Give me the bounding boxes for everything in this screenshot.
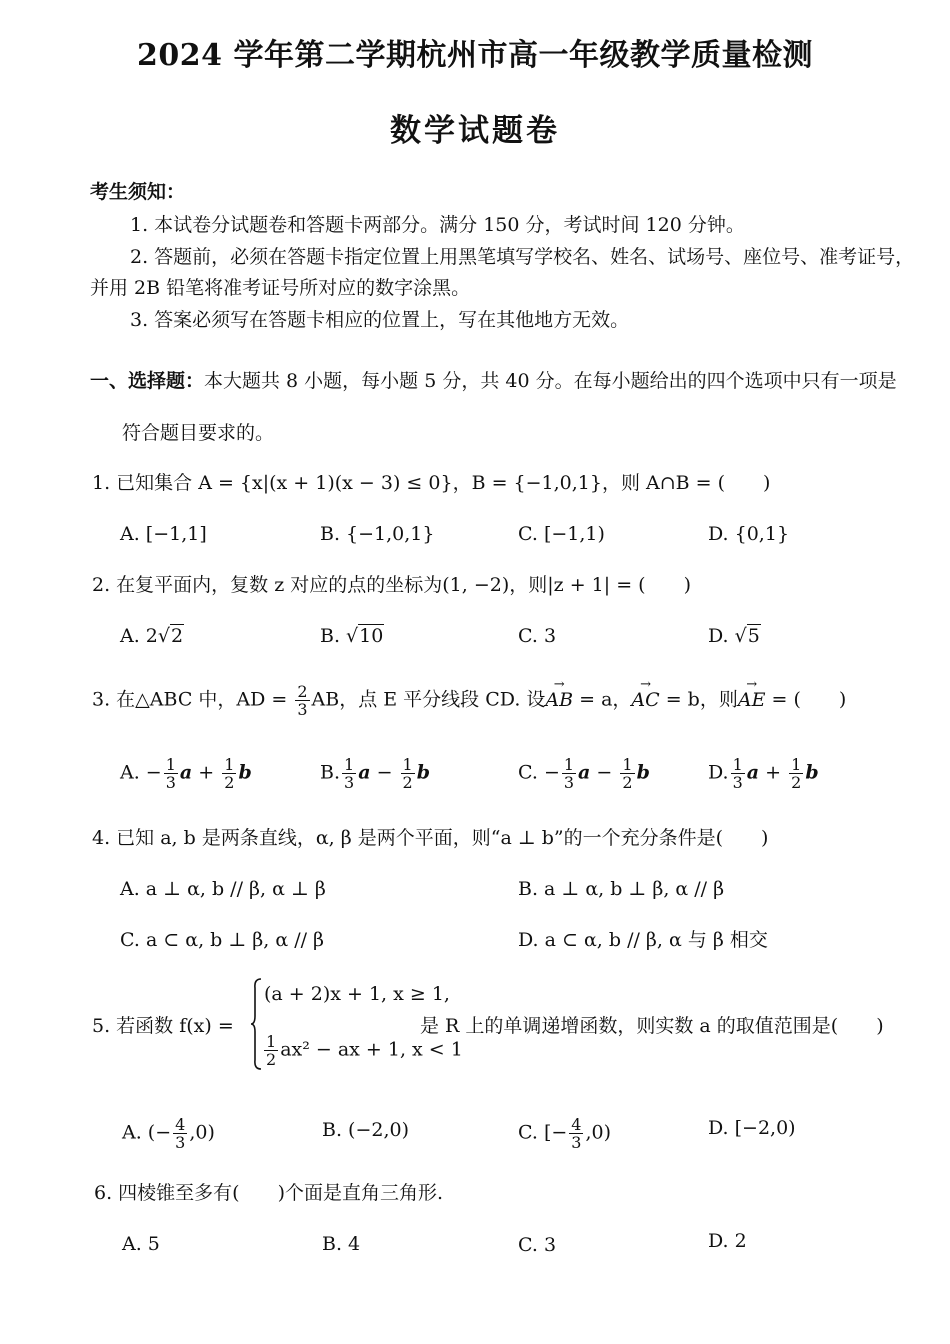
q5-c-pre: C. [− — [518, 1121, 568, 1144]
q1-option-b: B. {−1,0,1} — [320, 523, 435, 545]
q3-d-frac2 — [789, 756, 803, 791]
notice-heading: 考生须知： — [90, 181, 186, 203]
vec-b: b — [805, 761, 819, 784]
q3-part-1: 3. 在△ABC 中，AD = — [92, 688, 288, 711]
q1-option-d: D. {0,1} — [708, 523, 790, 545]
q3-b-frac1 — [342, 756, 356, 791]
q3-option-c — [518, 756, 650, 791]
frac-num: 1 — [344, 755, 355, 774]
frac-num: 4 — [571, 1115, 582, 1134]
frac-num: 1 — [732, 755, 743, 774]
q2-d-label: D. — [708, 625, 735, 647]
q3-option-b — [320, 756, 430, 791]
q5-a-frac — [173, 1116, 187, 1151]
q3-d-frac1 — [731, 756, 745, 791]
op: + — [198, 761, 215, 784]
q3-option-d — [708, 756, 819, 791]
notice-line-2b: 并用 2B 铅笔将准考证号所对应的数字涂黑。 — [90, 277, 471, 299]
q5-option-d: D. [−2,0) — [708, 1117, 796, 1139]
q6-option-c: C. 3 — [518, 1234, 557, 1256]
frac-num: 1 — [224, 755, 235, 774]
section-heading — [90, 369, 897, 393]
vec-a: a — [578, 761, 591, 784]
q5-brace — [250, 978, 262, 1070]
q3-a-frac2 — [222, 756, 236, 791]
exam-title: 2024 学年第二学期杭州市高一年级教学质量检测 — [137, 38, 813, 73]
vec-a: a — [746, 761, 760, 784]
q5-case-2 — [262, 1033, 463, 1068]
q3-b-label: B. — [320, 761, 341, 784]
frac-num: 1 — [402, 755, 413, 774]
q3-option-a — [120, 756, 252, 791]
q2-a-radicand: 2 — [171, 625, 184, 647]
q4-option-c: C. a ⊂ α, b ⊥ β, α // β — [120, 929, 325, 951]
q3-eq-2: = b，则 — [659, 688, 738, 711]
q4-option-a: A. a ⊥ α, b // β, α ⊥ β — [120, 878, 326, 900]
q5-a-post: ,0) — [189, 1121, 215, 1144]
q3-part-2: AB，点 E 平分线段 CD. 设 — [311, 688, 546, 711]
notice-line-3: 3. 答案必须写在答题卡相应的位置上，写在其他地方无效。 — [130, 309, 630, 331]
q6-option-b: B. 4 — [322, 1233, 361, 1255]
q5-option-a — [122, 1116, 215, 1151]
frac-den: 3 — [732, 773, 743, 792]
q1-option-a: A. [−1,1] — [120, 523, 207, 545]
section-title: 一、选择题： — [90, 370, 205, 392]
q5-tail: 是 R 上的单调递增函数，则实数 a 的取值范围是( ) — [420, 1015, 884, 1037]
exam-subtitle: 数学试题卷 — [390, 113, 560, 149]
q2-d-radicand: 5 — [747, 625, 760, 647]
q2-b-radicand: 10 — [359, 625, 384, 647]
q3-d-label: D. — [708, 761, 729, 784]
frac-den: 2 — [224, 773, 235, 792]
q3-eq-3: = ( ) — [765, 688, 847, 711]
frac-num: 1 — [622, 755, 633, 774]
frac-den: 3 — [571, 1133, 582, 1152]
q6-option-a: A. 5 — [122, 1233, 160, 1255]
q2-option-c: C. 3 — [518, 625, 557, 647]
q5-option-c — [518, 1116, 611, 1151]
q3-c-frac1 — [562, 756, 576, 791]
q3-a-frac1 — [164, 756, 178, 791]
frac-den: 3 — [175, 1133, 186, 1152]
q3-frac-den: 3 — [297, 700, 308, 719]
q2-option-d: D. √5 — [708, 625, 760, 647]
q2-a-coef: A. 2 — [120, 625, 158, 647]
q2-b-label: B. — [320, 625, 347, 647]
q5-c-post: ,0) — [585, 1121, 612, 1144]
q1-option-c: C. [−1,1) — [518, 523, 605, 545]
frac-den: 2 — [622, 773, 633, 792]
q3-c-label: C. − — [518, 761, 560, 784]
q3-b-frac2 — [401, 756, 415, 791]
op: − — [596, 761, 613, 784]
q3-fraction — [295, 683, 309, 718]
q4-stem: 4. 已知 a, b 是两条直线，α, β 是两个平面，则“a ⊥ b”的一个充分条件是( ) — [92, 827, 769, 849]
vec-a: a — [358, 761, 371, 784]
q3-vector-ac: → AC — [631, 688, 659, 712]
frac-num: 1 — [791, 755, 802, 774]
q6-option-d: D. 2 — [708, 1230, 747, 1252]
q3-stem — [92, 683, 846, 718]
q5-a-pre: A. (− — [122, 1121, 172, 1144]
q5-option-b: B. (−2,0) — [322, 1119, 410, 1141]
q2-option-a: A. 2√2 — [120, 625, 184, 647]
q3-vector-ae: → AE — [738, 688, 766, 712]
q5-c-frac — [569, 1116, 583, 1151]
section-desc-2: 符合题目要求的。 — [122, 422, 275, 444]
frac-num: 1 — [266, 1032, 277, 1051]
q3-a-label: A. − — [120, 761, 162, 784]
q2-option-b: B. √10 — [320, 625, 384, 647]
frac-den: 3 — [563, 773, 575, 792]
vec-a: a — [179, 761, 193, 784]
notice-line-1: 1. 本试卷分试题卷和答题卡两部分。满分 150 分，考试时间 120 分钟。 — [130, 214, 745, 236]
section-desc: 本大题共 8 小题，每小题 5 分，共 40 分。在每小题给出的四个选项中只有一项是 — [204, 370, 897, 392]
frac-num: 4 — [175, 1115, 186, 1134]
q5-case-1: (a + 2)x + 1, x ≥ 1, — [264, 983, 450, 1005]
frac-num: 1 — [563, 755, 575, 774]
frac-num: 1 — [165, 755, 176, 774]
notice-line-2: 2. 答题前，必须在答题卡指定位置上用黑笔填写学校名、姓名、试场号、座位号、准考证号， — [130, 246, 915, 268]
vec-b: b — [416, 761, 431, 784]
q5-case2-frac — [264, 1033, 278, 1068]
q3-eq-1: = a， — [573, 688, 632, 711]
frac-den: 3 — [165, 773, 176, 792]
q6-stem: 6. 四棱锥至多有( )个面是直角三角形. — [94, 1182, 444, 1204]
frac-den: 2 — [266, 1050, 277, 1069]
frac-den: 2 — [402, 773, 413, 792]
q1-stem: 1. 已知集合 A = {x|(x + 1)(x − 3) ≤ 0}，B = {−1,0,1}，则 A∩B = ( ) — [92, 472, 771, 494]
vec-b: b — [238, 761, 252, 784]
q4-option-b: B. a ⊥ α, b ⊥ β, α // β — [518, 878, 725, 900]
q2-stem: 2. 在复平面内，复数 z 对应的点的坐标为(1, −2)，则|z + 1| = ( ) — [92, 574, 691, 596]
op: + — [765, 761, 782, 784]
frac-den: 3 — [344, 773, 355, 792]
q4-option-d: D. a ⊂ α, b // β, α 与 β 相交 — [518, 929, 768, 951]
q5-case2-expr: ax² − ax + 1, x < 1 — [280, 1038, 463, 1061]
op: − — [376, 761, 393, 784]
frac-den: 2 — [791, 773, 802, 792]
vec-b: b — [636, 761, 650, 784]
q5-lead: 5. 若函数 f(x) = — [92, 1015, 234, 1037]
q3-vector-ab: → AB — [545, 688, 573, 712]
q3-frac-num: 2 — [297, 682, 308, 701]
q3-c-frac2 — [620, 756, 634, 791]
